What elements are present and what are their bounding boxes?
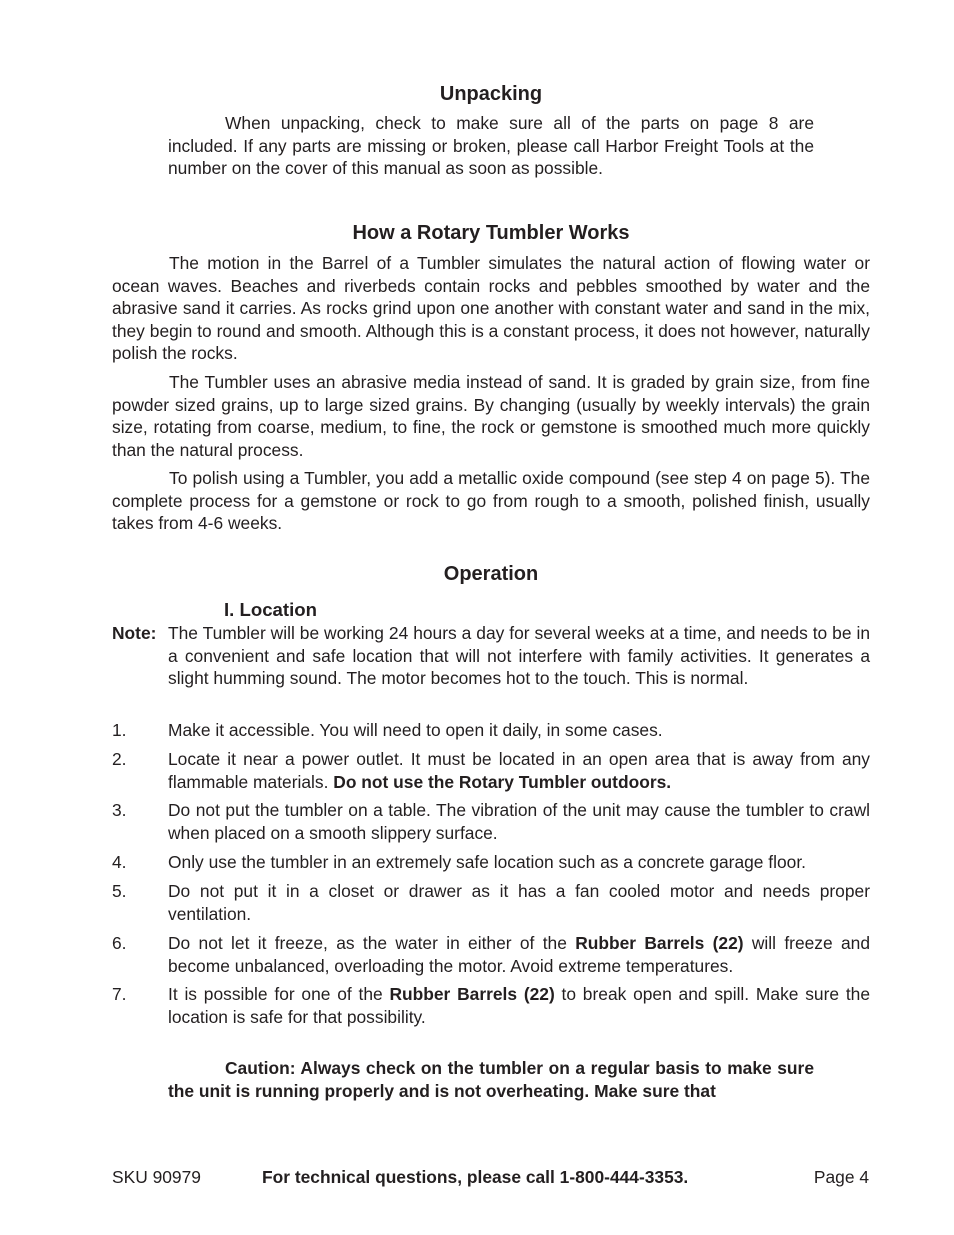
unpacking-paragraph: When unpacking, check to make sure all of the parts on page 8 are included. If any parts are missing or broken, please call Harbor Freight Tools at the number on the cover of this manual as soon as possible. [168,113,814,179]
list-item-text: Do not let it freeze, as the water in either of the Rubber Barrels (22) will freeze and become unbalanced, overloading the motor. Avoid extreme temperatures. [168,933,871,976]
outdoor-warning: Do not use the Rotary Tumbler outdoors. [333,771,672,792]
list-item-text: Locate it near a power outlet. It must be located in an open area that is away from any flammable materials. Do not use the Rotary Tumbler outdoors. [168,749,870,792]
list-item-text: Do not put it in a closet or drawer as it has a fan cooled motor and needs proper ventilation. [168,881,870,924]
sku-label: SKU 90979 [112,1167,201,1187]
note-label: Note: [112,623,157,643]
list-item-number: 5. [112,881,127,901]
location-subheading: I. Location [224,599,317,620]
list-item-number: 6. [112,933,127,953]
page-footer [0,1165,954,1189]
list-item-text: It is possible for one of the Rubber Barrels (22) to break open and spill. Make sure the location is safe for that possibility. [168,984,870,1027]
list-item-number: 3. [112,800,127,820]
how-it-works-paragraph-3: To polish using a Tumbler, you add a metallic oxide compound (see step 4 on page 5). The complete process for a gemstone or rock to go from rough to a smooth, polished finish, usually takes from 4-6 weeks. [112,468,870,534]
note-text: The Tumbler will be working 24 hours a day for several weeks at a time, and needs to be in a convenient and safe location that will not interfere with family activities. It generates a slight humming sound. The motor becomes hot to the touch. This is normal. [168,623,870,689]
list-item-text: Make it accessible. You will need to open it daily, in some cases. [168,720,663,740]
part-reference: Rubber Barrels (22) [575,933,744,953]
how-it-works-paragraph-2: The Tumbler uses an abrasive media instead of sand. It is graded by grain size, from fine powder sized grains, up to large sized grains. By changing (usually by weekly intervals) the grain size, rotating from coarse, medium, to fine, the rock or gemstone is smoothed much more quickly than the natural process. [112,372,870,460]
operation-heading: Operation [443,563,539,585]
list-item-number: 7. [112,984,127,1004]
unpacking-heading: Unpacking [439,83,543,105]
list-item-text: Do not put the tumbler on a table. The vibration of the unit may cause the tumbler to crawl when placed on a smooth slippery surface. [168,800,870,843]
list-item-number: 4. [112,852,127,872]
how-it-works-heading: How a Rotary Tumbler Works [352,222,630,244]
how-it-works-paragraph-1: The motion in the Barrel of a Tumbler simulates the natural action of flowing water or ocean waves. Beaches and riverbeds contain rocks and pebbles smoothed by water and the abrasive sand it carries. As rocks grind upon one another with constant water and sand in the mix, they begin to round and smooth. Although this is a constant process, it does not however, naturally polish the rocks. [112,253,870,364]
caution-paragraph: Caution: Always check on the tumbler on a regular basis to make sure the unit is running properly and is not overheating. Make sure that [168,1058,814,1101]
part-reference: Rubber Barrels (22) [389,984,555,1004]
list-item-number: 2. [112,749,127,769]
support-phone-text: For technical questions, please call 1-800-444-3353. [262,1167,689,1187]
list-item-number: 1. [112,720,127,740]
list-item-text: Only use the tumbler in an extremely safe location such as a concrete garage floor. [168,852,807,872]
page-number: Page 4 [813,1167,869,1187]
